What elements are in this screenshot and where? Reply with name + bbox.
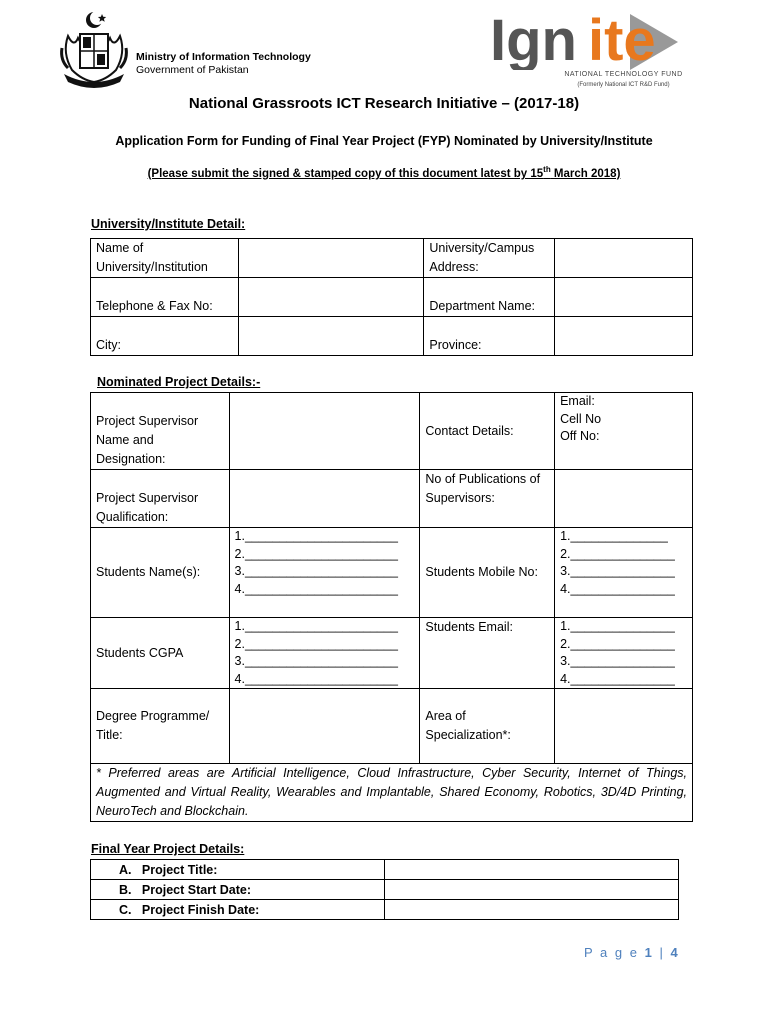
preferred-areas-note: * Preferred areas are Artificial Intelligence, Cloud Infrastructure, Cyber Security, Internet of Things, Augmented and Virtual Reality, Wearables and Implantable, Shared Economy, Robotics, 3D/4D Printing, NeuroTech and Blockchain. (91, 764, 693, 822)
notice-sup: th (543, 165, 551, 174)
form-subtitle: Application Form for Funding of Final Year Project (FYP) Nominated by University/Institute (115, 134, 653, 148)
fyp-heading: Final Year Project Details: (91, 842, 245, 856)
logo-sub1: NATIONAL TECHNOLOGY FUND (564, 71, 683, 78)
name-line: 1.______________________ (234, 529, 398, 543)
name-line: 2.______________________ (234, 546, 398, 561)
fyp-title-label (91, 860, 385, 880)
page-current: 1 (644, 945, 654, 960)
publications-field[interactable] (555, 470, 693, 528)
ministry-text (136, 51, 311, 77)
students-cgpa-label: Students CGPA (91, 618, 230, 689)
fyp-finish-label (91, 900, 385, 920)
ignite-subtitle (556, 70, 691, 90)
fyp-letter: A. (119, 862, 132, 877)
submission-notice (0, 165, 768, 180)
fyp-start-field[interactable] (384, 880, 678, 900)
ministry-line1: Ministry of Information Technology (136, 51, 311, 63)
ministry-line2: Government of Pakistan (136, 64, 249, 76)
project-heading: Nominated Project Details:- (97, 375, 261, 389)
contact-label: Contact Details: (420, 393, 555, 470)
email-line: 3._______________ (560, 654, 675, 668)
supervisor-field[interactable] (229, 393, 420, 470)
name-line: 4.______________________ (234, 581, 398, 596)
contact-field[interactable] (555, 393, 693, 470)
logo-word-ign: Ign (490, 8, 577, 70)
contact-off: Off No: (560, 429, 600, 443)
students-mobile-label: Students Mobile No: (420, 528, 555, 618)
project-table (90, 392, 693, 822)
page-total: 4 (670, 945, 680, 960)
students-email-label: Students Email: (420, 618, 555, 689)
fyp-label: Project Start Date: (141, 882, 251, 897)
mobile-line: 1.______________ (560, 529, 668, 543)
fyp-label: Project Title: (141, 862, 218, 877)
students-mobile-field[interactable] (555, 528, 693, 618)
page-word: P a g e (584, 945, 639, 960)
ignite-logo-mark (490, 8, 690, 70)
form-title: National Grassroots ICT Research Initiative – (2017-18) (188, 95, 580, 112)
page-sep: | (659, 945, 665, 960)
name-line: 3.______________________ (234, 564, 398, 578)
phone-label: Telephone & Fax No: (91, 278, 239, 317)
city-field[interactable] (238, 317, 423, 356)
logo-word-ite: ite (588, 8, 656, 70)
department-label: Department Name: (424, 278, 555, 317)
students-name-field[interactable] (229, 528, 420, 618)
logo-sub2: (Formerly National ICT R&D Fund) (577, 82, 670, 88)
university-table (90, 238, 693, 356)
area-label: Area of Specialization*: (420, 689, 555, 764)
province-field[interactable] (555, 317, 693, 356)
students-name-label: Students Name(s): (91, 528, 230, 618)
qualification-label: Project Supervisor Qualification: (91, 470, 230, 528)
email-line: 4._______________ (560, 671, 675, 686)
publications-label: No of Publications of Supervisors: (420, 470, 555, 528)
supervisor-label: Project Supervisor Name and Designation: (91, 393, 230, 470)
province-label: Province: (424, 317, 555, 356)
university-name-label: Name of University/Institution (91, 239, 239, 278)
mobile-line: 2._______________ (560, 546, 675, 561)
fyp-table (90, 859, 679, 920)
cgpa-line: 2.______________________ (234, 636, 398, 651)
mobile-line: 4._______________ (560, 581, 675, 596)
cgpa-line: 1.______________________ (234, 619, 398, 633)
department-field[interactable] (555, 278, 693, 317)
qualification-field[interactable] (229, 470, 420, 528)
degree-label: Degree Programme/ Title: (91, 689, 230, 764)
phone-field[interactable] (238, 278, 423, 317)
notice-pre: (Please submit the signed & stamped copy of this document latest by 15 (147, 167, 544, 180)
email-line: 1._______________ (560, 619, 675, 633)
contact-cell: Cell No (560, 411, 602, 426)
degree-field[interactable] (229, 689, 420, 764)
contact-email: Email: (560, 394, 595, 408)
fyp-letter: C. (119, 902, 132, 917)
area-field[interactable] (555, 689, 693, 764)
university-name-field[interactable] (238, 239, 423, 278)
fyp-title-field[interactable] (384, 860, 678, 880)
page-number (584, 945, 680, 960)
city-label: City: (91, 317, 239, 356)
address-field[interactable] (555, 239, 693, 278)
mobile-line: 3._______________ (560, 564, 675, 578)
university-heading: University/Institute Detail: (91, 217, 246, 231)
government-emblem (58, 8, 130, 88)
cgpa-line: 4.______________________ (234, 671, 398, 686)
students-email-field[interactable] (555, 618, 693, 689)
fyp-letter: B. (119, 882, 132, 897)
fyp-start-label (91, 880, 385, 900)
fyp-finish-field[interactable] (384, 900, 678, 920)
address-label: University/Campus Address: (424, 239, 555, 278)
fyp-label: Project Finish Date: (141, 902, 260, 917)
students-cgpa-field[interactable] (229, 618, 420, 689)
cgpa-line: 3.______________________ (234, 654, 398, 668)
notice-post: March 2018) (550, 167, 621, 180)
email-line: 2._______________ (560, 636, 675, 651)
